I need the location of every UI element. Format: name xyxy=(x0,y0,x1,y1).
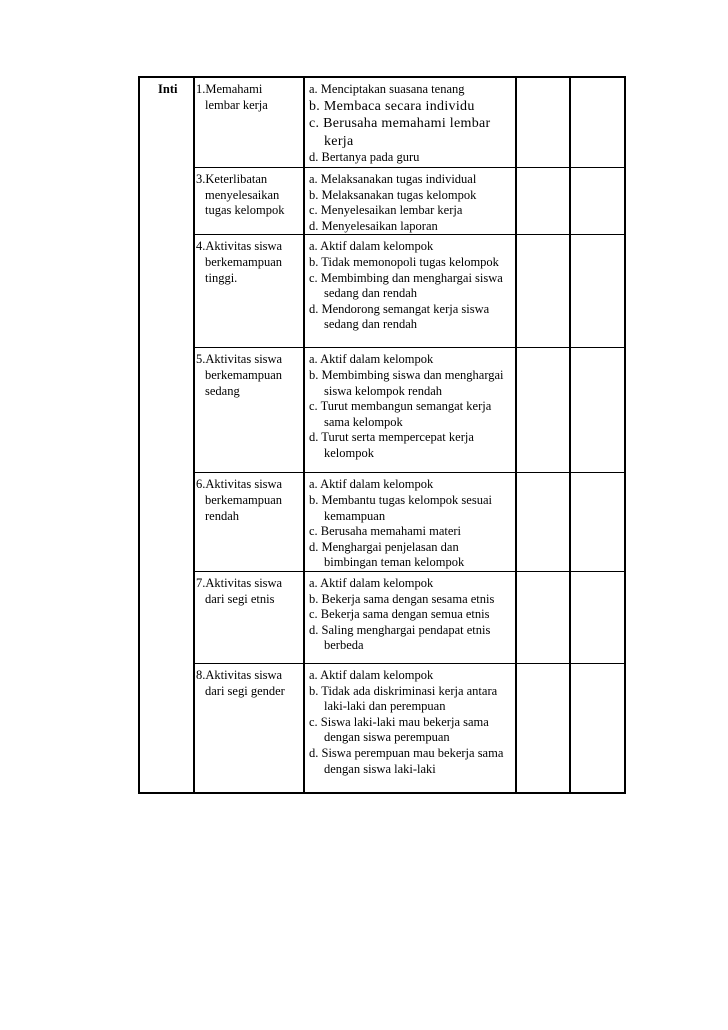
indicator-option: c. Turut membangun semangat kerja sama kelompok xyxy=(309,399,492,429)
aspect-cell xyxy=(194,663,304,793)
aspect-text: 3.Keterlibatan menyelesaikan tugas kelompok xyxy=(196,172,285,218)
indicator-option: a. Aktif dalam kelompok xyxy=(309,352,434,367)
observation-table xyxy=(138,76,626,794)
indicator-option: c. Bekerja sama dengan semua etnis xyxy=(309,607,490,622)
indicator-option: a. Aktif dalam kelompok xyxy=(309,239,434,254)
aspect-cell xyxy=(194,473,304,572)
indicator-option: a. Aktif dalam kelompok xyxy=(309,667,434,682)
score-cell[interactable] xyxy=(570,663,625,793)
indicator-cell xyxy=(304,473,516,572)
phase-text: Inti xyxy=(158,82,178,96)
table-row xyxy=(139,235,625,348)
table-row xyxy=(139,571,625,663)
table-row xyxy=(139,77,625,168)
table-row xyxy=(139,473,625,572)
indicator-option: c. Menyelesaikan lembar kerja xyxy=(309,203,463,218)
table-row xyxy=(139,663,625,793)
indicator-option: c. Berusaha memahami lembar kerja xyxy=(309,116,491,149)
score-cell[interactable] xyxy=(516,571,570,663)
indicator-option: b. Tidak memonopoli tugas kelompok xyxy=(309,254,499,269)
indicator-cell xyxy=(304,571,516,663)
indicator-option: b. Bekerja sama dengan sesama etnis xyxy=(309,591,495,606)
indicator-option: d. Siswa perempuan mau bekerja sama dengan siswa laki-laki xyxy=(309,745,504,776)
score-cell[interactable] xyxy=(516,473,570,572)
score-cell[interactable] xyxy=(570,168,625,235)
indicator-option: d. Bertanya pada guru xyxy=(309,150,420,165)
aspect-text: 8.Aktivitas siswa dari segi gender xyxy=(196,667,285,698)
indicator-option: a. Aktif dalam kelompok xyxy=(309,477,434,492)
indicator-option: c. Siswa laki-laki mau bekerja sama dengan siswa perempuan xyxy=(309,714,489,745)
indicator-option: c. Berusaha memahami materi xyxy=(309,524,462,539)
aspect-cell xyxy=(194,77,304,168)
score-cell[interactable] xyxy=(516,663,570,793)
aspect-text: 1.Memahami lembar kerja xyxy=(196,82,268,112)
score-cell[interactable] xyxy=(516,77,570,168)
indicator-option: d. Saling menghargai pendapat etnis berbeda xyxy=(309,622,491,653)
indicator-option: a. Aktif dalam kelompok xyxy=(309,575,434,590)
aspect-text: 5.Aktivitas siswa berkemampuan sedang xyxy=(196,352,283,398)
indicator-cell xyxy=(304,168,516,235)
indicator-option: a. Melaksanakan tugas individual xyxy=(309,172,477,186)
score-cell[interactable] xyxy=(516,348,570,473)
score-cell[interactable] xyxy=(570,473,625,572)
indicator-option: b. Membimbing siswa dan menghargai siswa kelompok rendah xyxy=(309,367,504,398)
indicator-option: d. Menyelesaikan laporan xyxy=(309,218,438,233)
aspect-text: 7.Aktivitas siswa dari segi etnis xyxy=(196,575,283,606)
aspect-cell xyxy=(194,235,304,348)
score-cell[interactable] xyxy=(516,168,570,235)
indicator-option: d. Turut serta mempercepat kerja kelompok xyxy=(309,430,474,460)
indicator-option: b. Tidak ada diskriminasi kerja antara laki-laki dan perempuan xyxy=(309,683,498,714)
indicator-option: b. Melaksanakan tugas kelompok xyxy=(309,187,477,202)
indicator-cell xyxy=(304,77,516,168)
indicator-cell xyxy=(304,663,516,793)
score-cell[interactable] xyxy=(570,348,625,473)
aspect-cell xyxy=(194,168,304,235)
phase-label xyxy=(139,77,194,793)
indicator-cell xyxy=(304,235,516,348)
aspect-cell xyxy=(194,571,304,663)
indicator-option: c. Membimbing dan menghargai siswa sedang dan rendah xyxy=(309,270,503,301)
indicator-cell xyxy=(304,348,516,473)
score-cell[interactable] xyxy=(570,571,625,663)
indicator-option: d. Mendorong semangat kerja siswa sedang dan rendah xyxy=(309,301,490,332)
indicator-option: a. Menciptakan suasana tenang xyxy=(309,82,465,96)
aspect-cell xyxy=(194,348,304,473)
indicator-option: b. Membantu tugas kelompok sesuai kemampuan xyxy=(309,492,492,523)
indicator-option: b. Membaca secara individu xyxy=(309,98,475,114)
score-cell[interactable] xyxy=(570,235,625,348)
aspect-text: 4.Aktivitas siswa berkemampuan tinggi. xyxy=(196,239,283,285)
table-row xyxy=(139,348,625,473)
score-cell[interactable] xyxy=(516,235,570,348)
aspect-text: 6.Aktivitas siswa berkemampuan rendah xyxy=(196,477,283,523)
indicator-option: d. Menghargai penjelasan dan bimbingan teman kelompok xyxy=(309,539,465,570)
score-cell[interactable] xyxy=(570,77,625,168)
table-row xyxy=(139,168,625,235)
